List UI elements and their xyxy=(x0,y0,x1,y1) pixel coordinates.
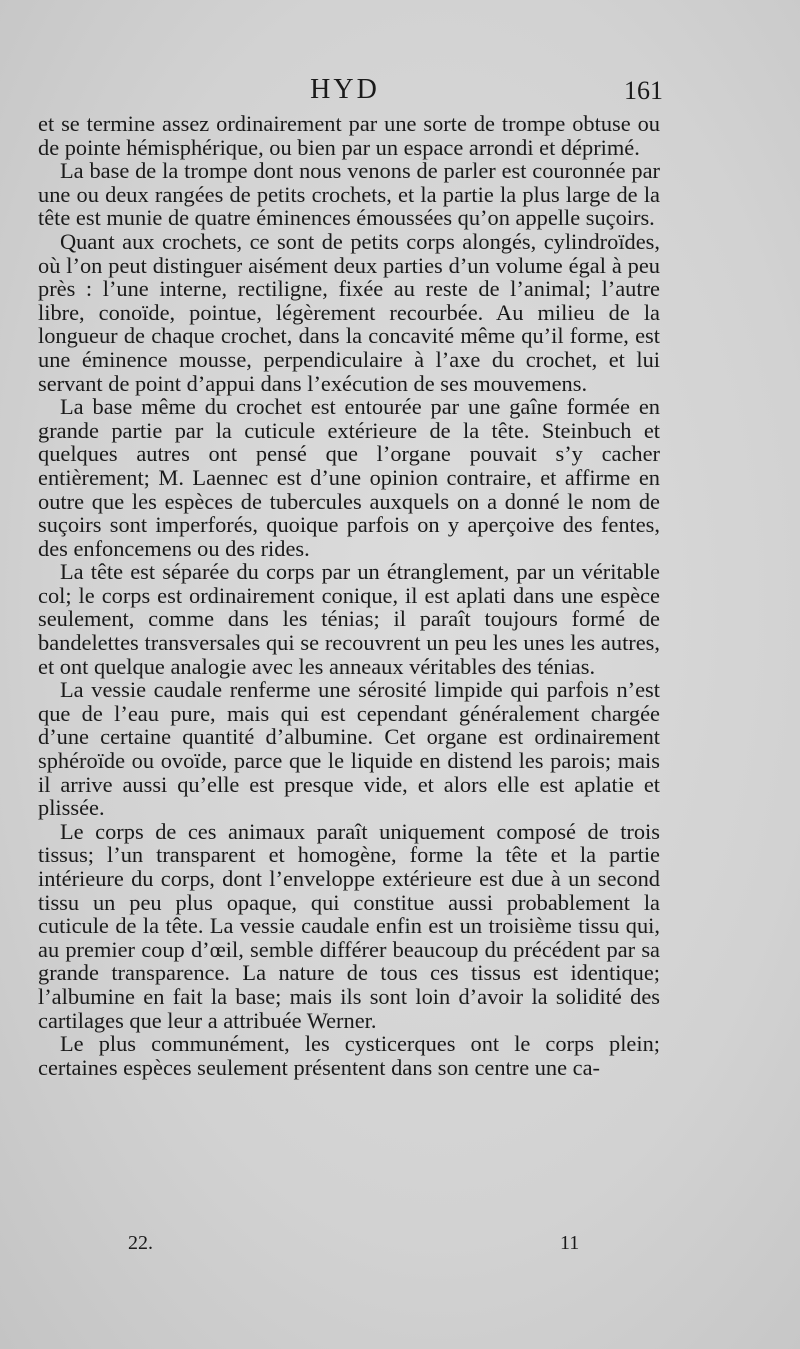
paragraph: La base même du crochet est entourée par une gaîne formée en grande partie par la cuticule extérieure de la tête. Steinbuch et quelques autres ont pensé que l’organe pouvait s’y cacher entièrement; M. Laennec est d’une opinion contraire, et affirme en outre que les espèces de tubercules auxquels on a donné le nom de suçoirs sont imperforés, quoique parfois on y aperçoive des fentes, des enfoncemens ou des rides. xyxy=(38,394,660,561)
paragraph: La base de la trompe dont nous venons de parler est couronnée par une ou deux rangées de petits crochets, et la partie la plus large de la tête est munie de quatre éminences émoussées qu’on appelle suçoirs. xyxy=(38,158,660,231)
page-number: 161 xyxy=(624,76,663,105)
paragraph: Quant aux crochets, ce sont de petits corps alongés, cylindroïdes, où l’on peut distinguer aisément deux parties d’un volume égal à peu près : l’une interne, rectiligne, fixée au reste de l’animal; l’autre libre, conoïde, pointue, légèrement recourbée. Au milieu de la longueur de chaque crochet, dans la concavité même qu’il forme, est une éminence mousse, perpendiculaire à l’axe du crochet, et lui servant de point d’appui dans l’exécution de ses mouvemens. xyxy=(38,228,660,396)
paragraph: et se termine assez ordinairement par une sorte de trompe obtuse ou de pointe hémisphérique, ou bien par un espace arrondi et déprimé. xyxy=(38,111,660,160)
paragraph: La tête est séparée du corps par un étranglement, par un véritable col; le corps est ordinairement conique, il est aplati dans une espèce seulement, comme dans les ténias; il paraît toujours formé de bandelettes transversales qui se recouvrent un peu les unes les autres, et ont quelque analogie avec les anneaux véritables des ténias. xyxy=(38,559,660,679)
sheet-mark: 11 xyxy=(560,1232,580,1254)
paragraph: La vessie caudale renferme une sérosité limpide qui parfois n’est que de l’eau pure, mais qui est cependant généralement chargée d’une certaine quantité d’albumine. Cet organe est ordinairement sphéroïde ou ovoïde, parce que le liquide en distend les parois; mais il arrive aussi qu’elle est presque vide, et alors elle est aplatie et plissée. xyxy=(38,677,660,821)
paragraph: Le plus communément, les cysticerques ont le corps plein; certaines espèces seulement présentent dans son centre une ca- xyxy=(38,1031,660,1080)
paragraph: Le corps de ces animaux paraît uniquement composé de trois tissus; l’un transparent et homogène, forme la tête et la partie intérieure du corps, dont l’enveloppe extérieure est due à un second tissu un peu plus opaque, qui constitue aussi probablement la cuticule de la tête. La vessie caudale enfin est un troisième tissu qui, au premier coup d’œil, semble différer beaucoup du précédent par sa grande transparence. La nature de tous ces tissus est identique; l’albumine en fait la base; mais ils sont loin d’avoir la solidité des cartilages que leur a attribuée Werner. xyxy=(38,818,660,1033)
signature-mark: 22. xyxy=(128,1232,153,1254)
body-text xyxy=(38,112,660,1079)
running-head: HYD xyxy=(310,74,380,105)
